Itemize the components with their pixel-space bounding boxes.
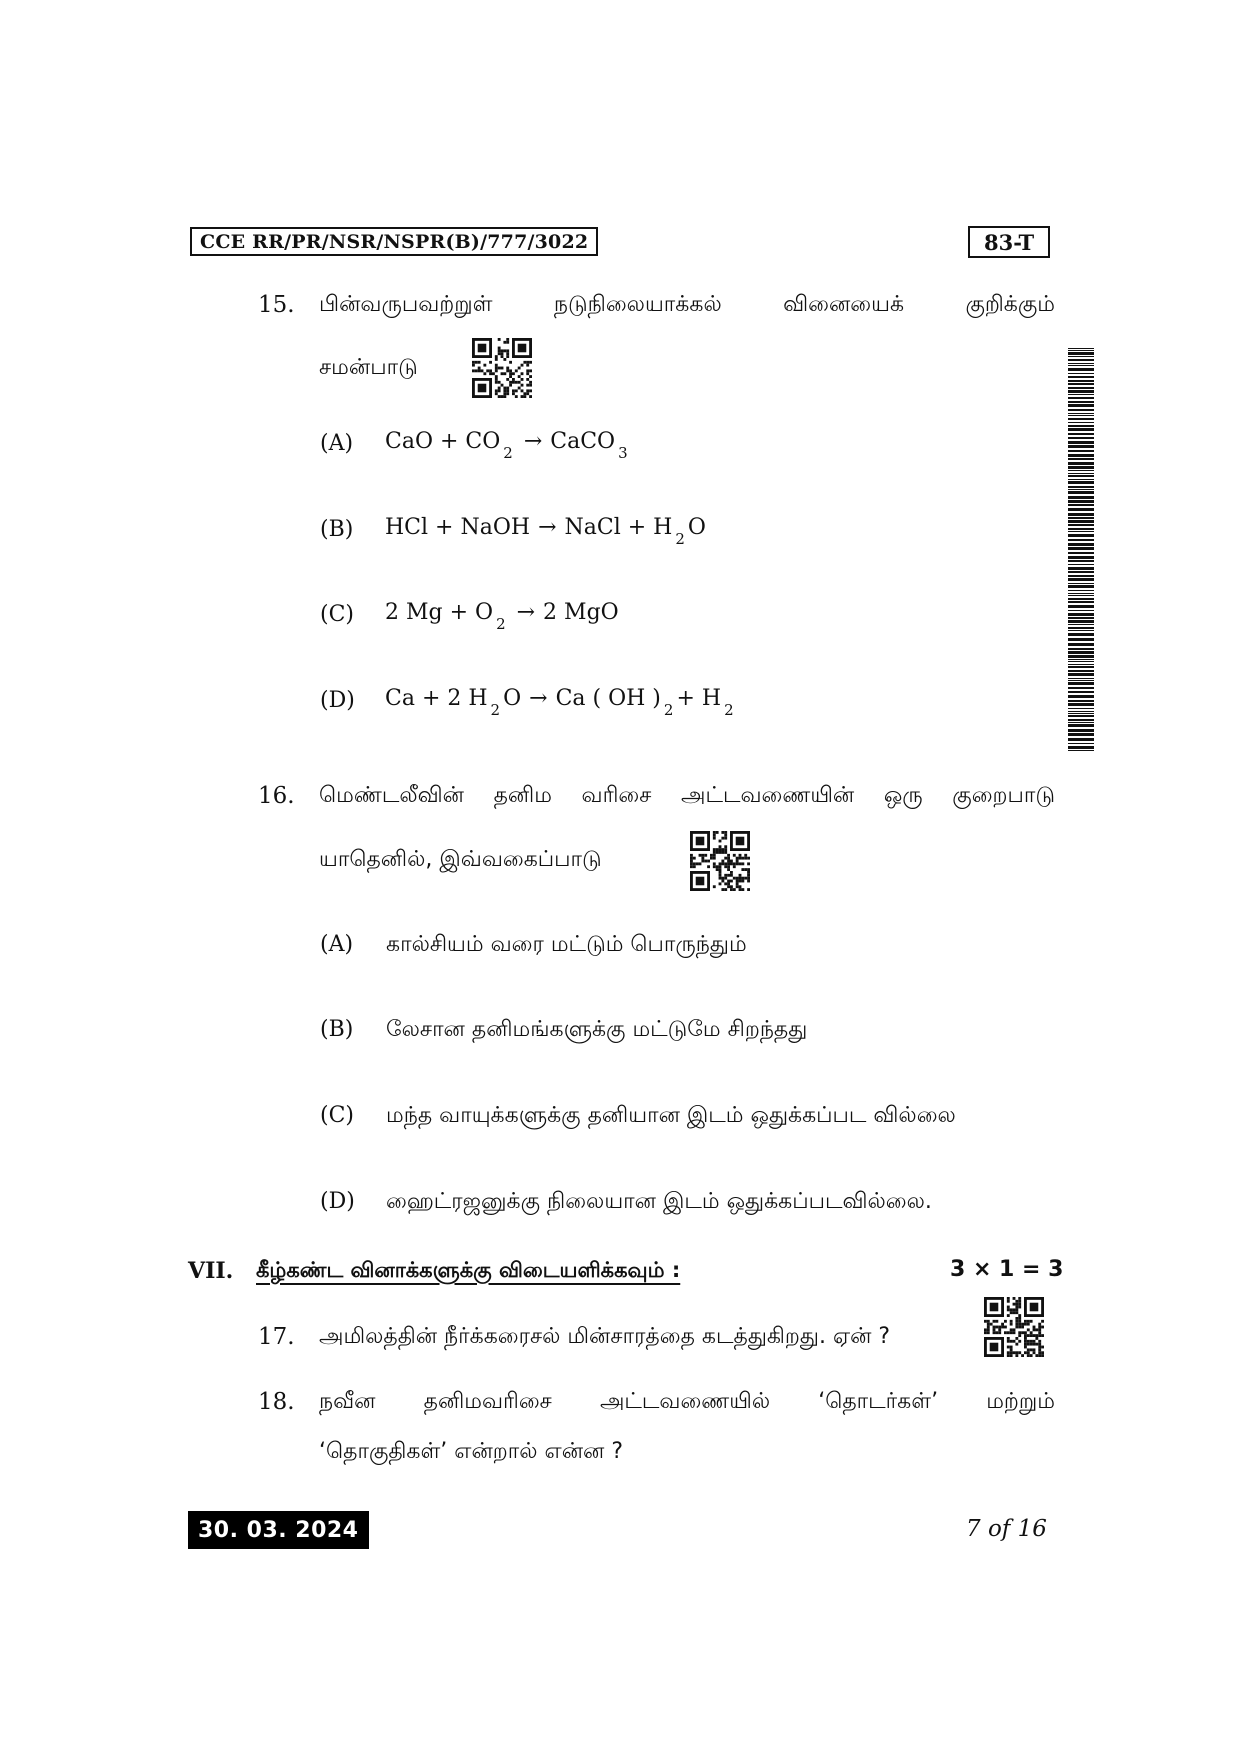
section-title: கீழ்கண்ட வினாக்களுக்கு விடையளிக்கவும் : [256,1258,681,1282]
stem-word: தனிம [493,783,552,808]
exam-code-box: CCE RR/PR/NSR/NSPR(B)/777/3022 [190,227,598,256]
option-label: (B) [320,1017,354,1042]
stem-word: குறைபாடு [952,783,1055,808]
stem-word: ஒரு [883,783,923,808]
stem-word: அட்டவணையின் [681,783,855,808]
question-number: 15. [258,292,295,318]
option-equation: CaO + CO $_2$ → CaCO $_3$ [385,429,628,462]
stem-word: மற்றும் [986,1389,1055,1414]
option-text: மந்த வாயுக்களுக்கு தனியான இடம் ஒதுக்கப்பட வில்லை [386,1103,956,1128]
qr-code-icon [690,831,750,891]
stem-word: தனிமவரிசை [423,1389,552,1414]
section-marks: 3 × 1 = 3 [950,1257,1064,1282]
exam-date-box: 30. 03. 2024 [188,1511,369,1549]
stem-word: வினையைக் [783,292,905,317]
option-equation: 2 Mg + O $_2$ → 2 MgO [385,600,619,633]
stem-word: ‘தொடர்கள்’ [818,1389,939,1414]
option-label: (D) [320,1189,355,1214]
option-label: (C) [320,602,354,627]
page-number: 7 of 16 [966,1516,1047,1542]
question-stem-line1 [319,292,1055,320]
stem-word: குறிக்கும் [965,292,1055,317]
option-equation: Ca + 2 H $_2$ O → Ca ( OH ) $_2$ + H $_2$ [385,686,734,719]
option-equation: HCl + NaOH → NaCl + H $_2$ O [385,515,706,548]
qr-code-icon [472,338,532,398]
option-label: (C) [320,1103,354,1128]
qr-code-icon [984,1297,1044,1357]
option-label: (A) [320,431,354,456]
question-stem-line2: ‘தொகுதிகள்’ என்றால் என்ன ? [319,1439,624,1464]
stem-word: நவீன [319,1389,376,1414]
option-label: (A) [320,932,354,957]
question-stem-line1 [319,783,1055,811]
stem-word: வரிசை [581,783,652,808]
barcode-icon [1068,348,1094,752]
question-number: 16. [258,783,295,809]
question-number: 17. [258,1324,295,1350]
paper-code-box: 83-T [968,226,1050,258]
stem-word: பின்வருபவற்றுள் [319,292,493,317]
option-text: லேசான தனிமங்களுக்கு மட்டுமே சிறந்தது [386,1017,808,1042]
question-text: அமிலத்தின் நீர்க்கரைசல் மின்சாரத்தை கடத்துகிறது. ஏன் ? [319,1324,891,1349]
question-stem-line2: யாதெனில், இவ்வகைப்பாடு [319,847,602,872]
stem-word: மெண்டலீவின் [319,783,464,808]
section-number: VII. [188,1258,234,1284]
option-label: (B) [320,517,354,542]
stem-word: அட்டவணையில் [599,1389,771,1414]
stem-word: நடுநிலையாக்கல் [553,292,722,317]
question-stem-line2: சமன்பாடு [319,355,418,380]
option-text: ஹைட்ரஜனுக்கு நிலையான இடம் ஒதுக்கப்படவில்லை. [386,1189,932,1214]
question-stem-line1 [319,1389,1055,1417]
option-text: கால்சியம் வரை மட்டும் பொருந்தும் [386,932,747,957]
question-number: 18. [258,1389,295,1415]
option-label: (D) [320,688,355,713]
